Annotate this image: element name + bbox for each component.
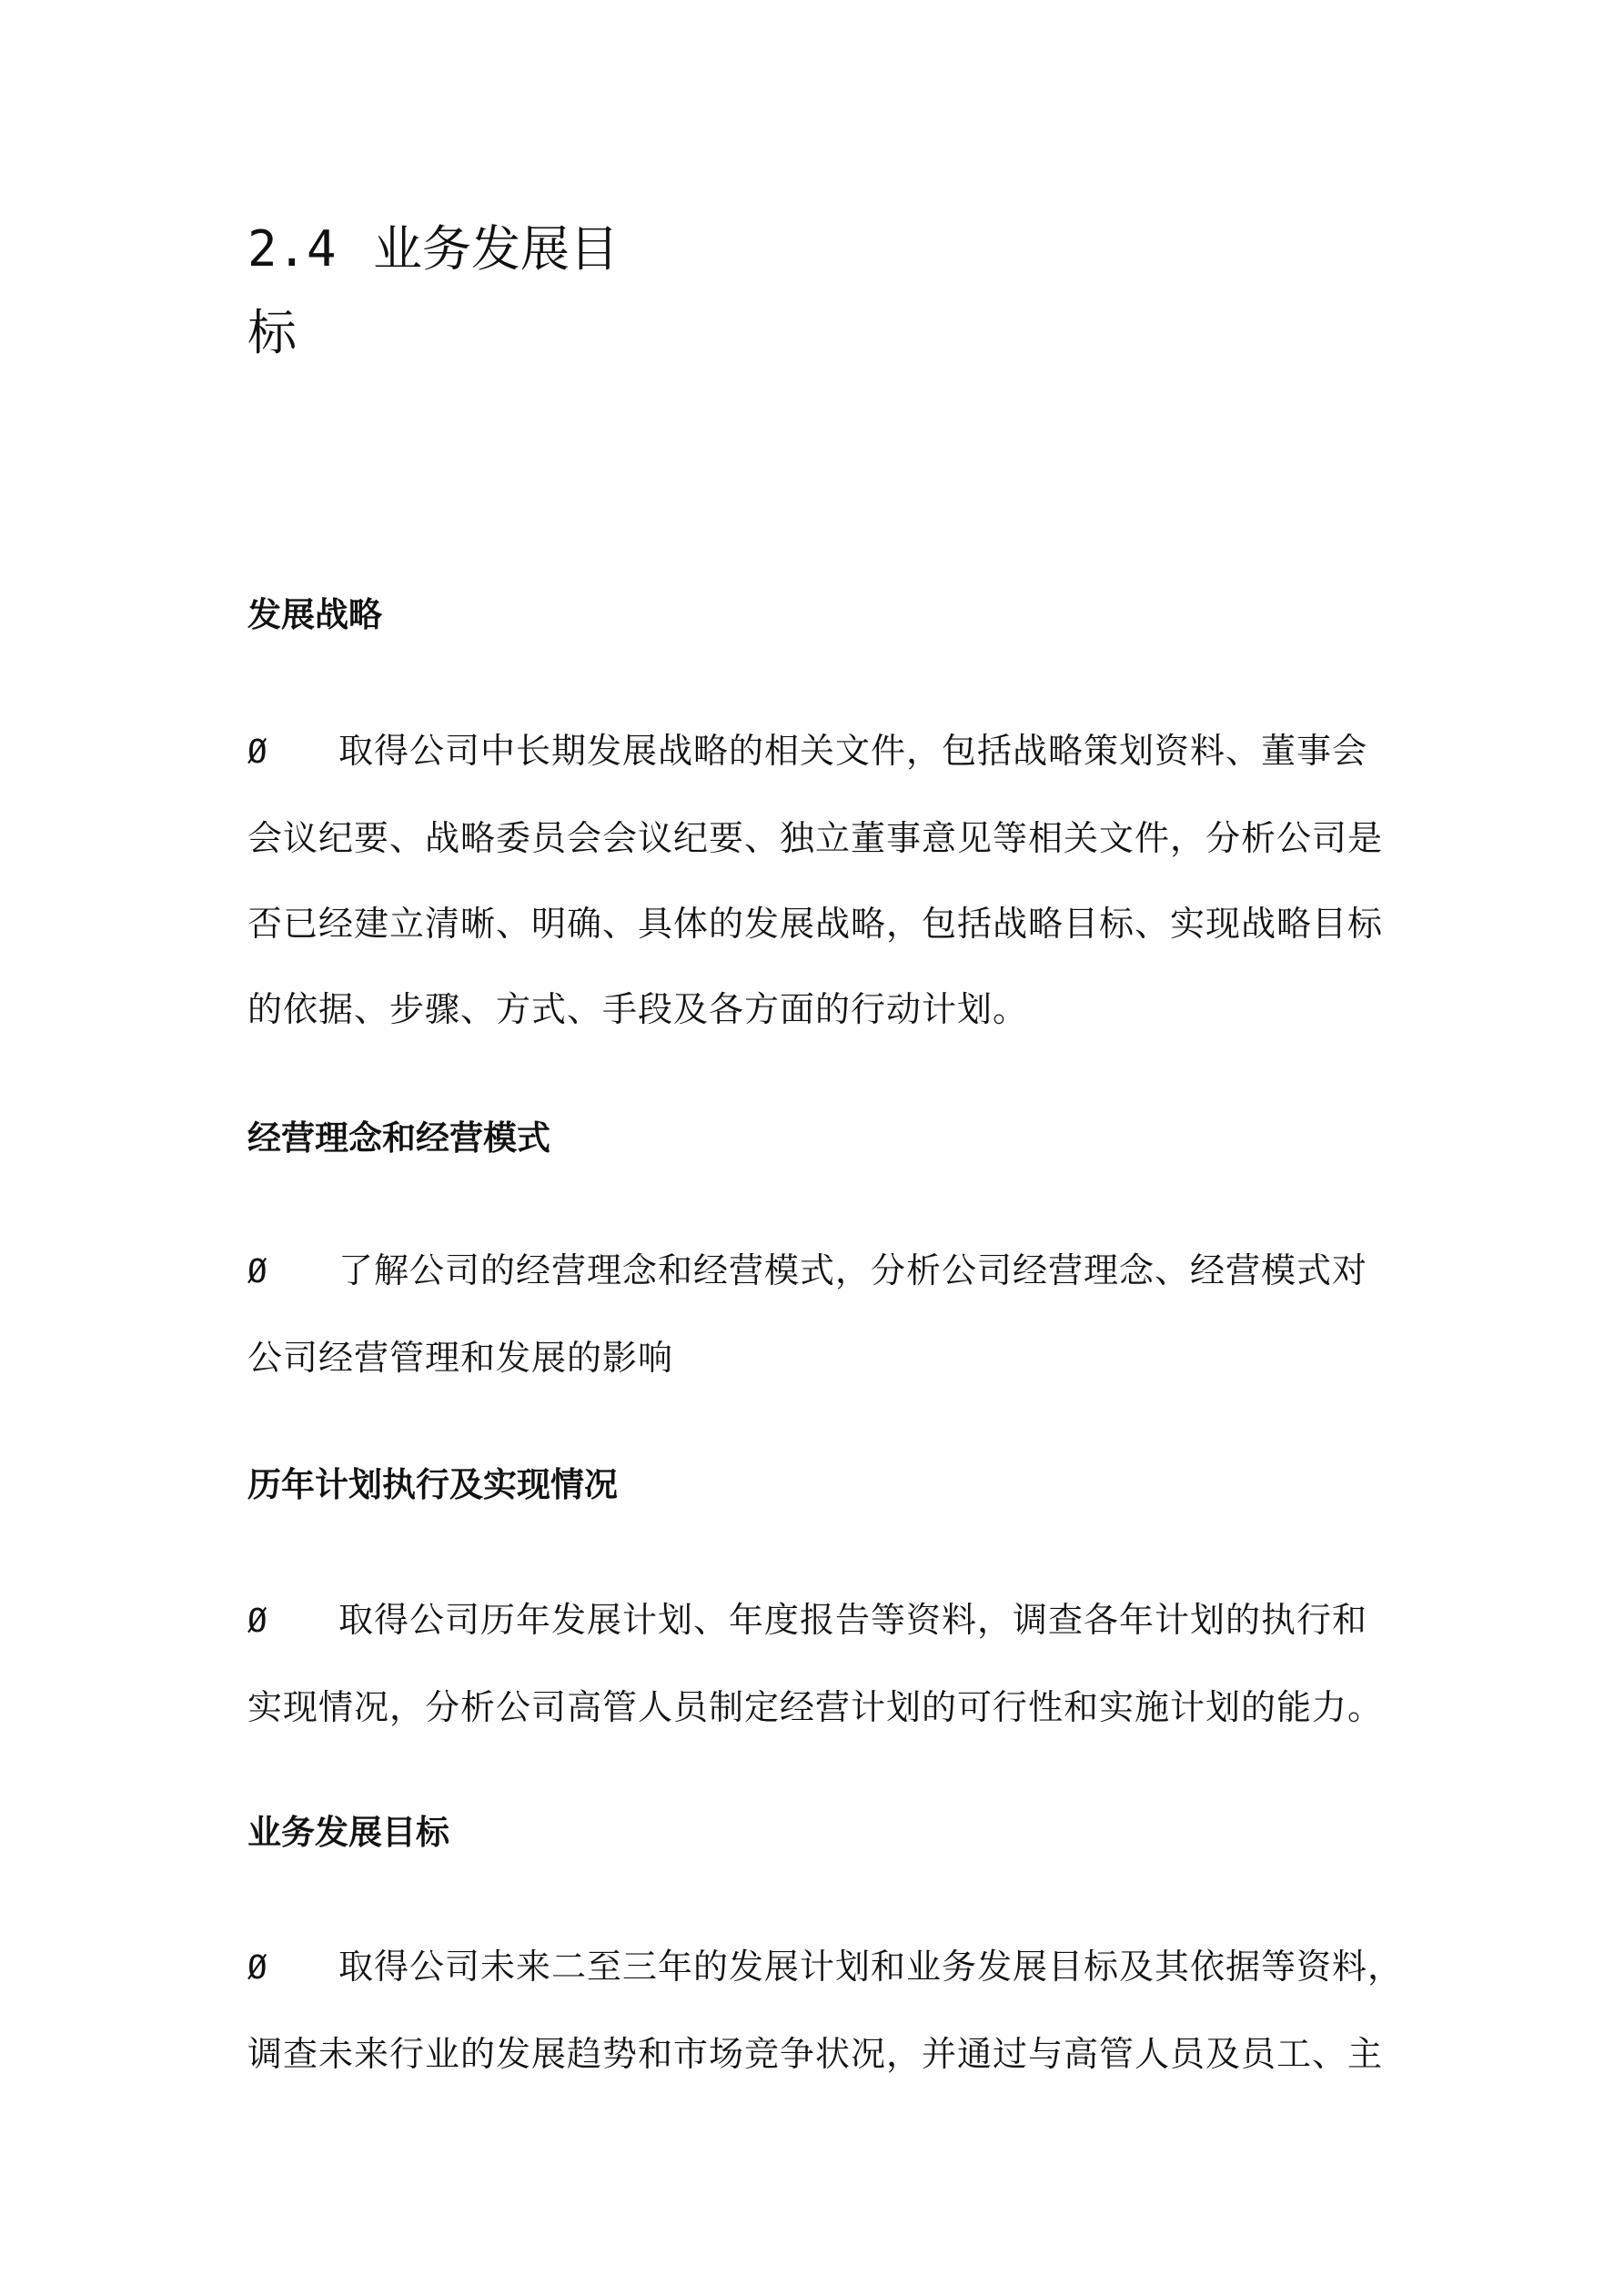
paragraph-line: Ø 取得公司中长期发展战略的相关文件，包括战略策划资料、董事会 [247, 708, 1394, 795]
bullet-marker: Ø [247, 1603, 268, 1640]
heading-plan-execution: 历年计划执行及实现情况 [247, 1465, 618, 1504]
heading-business-goals: 业务发展目标 [247, 1813, 449, 1852]
paragraph-line: 否已经建立清晰、明确、具体的发展战略，包括战略目标、实现战略目标 [247, 904, 1384, 944]
section-number: 2.4 [247, 220, 337, 278]
paragraph-development-strategy [247, 708, 1394, 1052]
heading-development-strategy: 发展战略 [247, 595, 382, 634]
paragraph-line: 公司经营管理和发展的影响 [247, 1338, 674, 1378]
paragraph-line: 实现情况，分析公司高管人员制定经营计划的可行性和实施计划的能力。 [247, 1687, 1384, 1727]
section-title-line-2: 标 [247, 304, 297, 361]
paragraph-line: 的依据、步骤、方式、手段及各方面的行动计划。 [247, 989, 1029, 1029]
paragraph-plan-execution [247, 1577, 1394, 1750]
paragraph-line: Ø 取得公司未来二至三年的发展计划和业务发展目标及其依据等资料， [247, 1924, 1394, 2011]
paragraph-line: Ø 了解公司的经营理念和经营模式，分析公司经营理念、经营模式对 [247, 1228, 1394, 1315]
paragraph-business-goals [247, 1924, 1404, 2097]
bullet-marker: Ø [247, 733, 268, 771]
paragraph-line: 调查未来行业的发展趋势和市场竞争状况，并通过与高管人员及员工、主 [247, 2034, 1384, 2074]
section-title-line-1: 业务发展目 [373, 220, 619, 278]
section-title [247, 207, 666, 375]
bullet-marker: Ø [247, 1949, 268, 1987]
paragraph-business-philosophy [247, 1228, 1394, 1401]
paragraph-line: 会议纪要、战略委员会会议纪要、独立董事意见等相关文件，分析公司是 [247, 818, 1384, 858]
paragraph-line: Ø 取得公司历年发展计划、年度报告等资料，调查各年计划的执行和 [247, 1577, 1394, 1664]
heading-business-philosophy: 经营理念和经营模式 [247, 1118, 550, 1158]
bullet-marker: Ø [247, 1253, 268, 1290]
